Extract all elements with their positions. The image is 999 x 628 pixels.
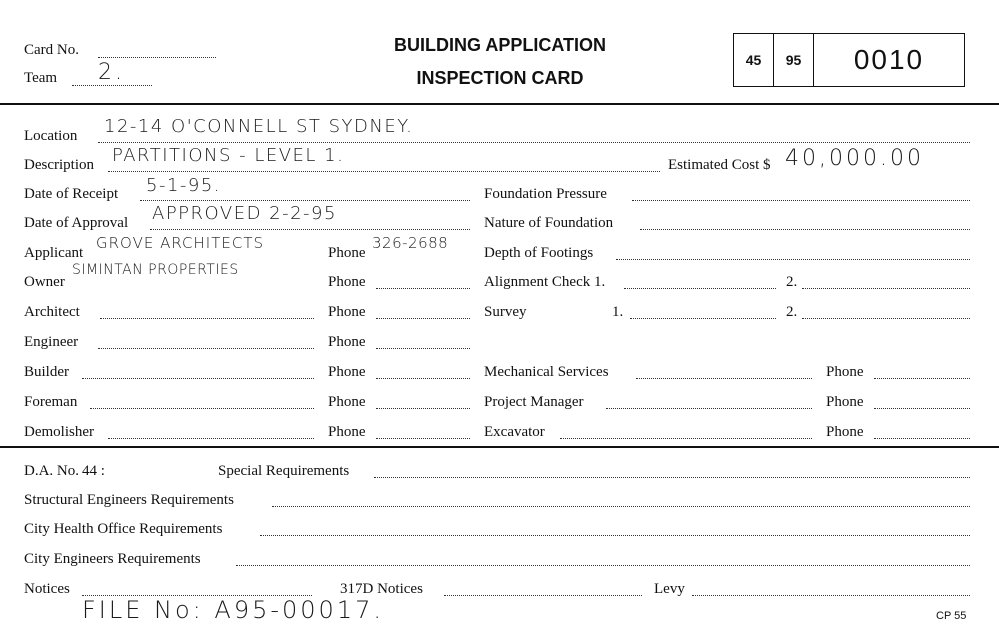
foreman-phone-label: Phone bbox=[328, 394, 366, 410]
city-engineers-label: City Engineers Requirements bbox=[24, 551, 201, 567]
engineer-line[interactable] bbox=[98, 348, 314, 349]
excavator-line[interactable] bbox=[560, 438, 812, 439]
receipt-label: Date of Receipt bbox=[24, 186, 119, 202]
owner-phone-line[interactable] bbox=[376, 288, 470, 289]
applicant-label: Applicant bbox=[24, 245, 84, 261]
mechanical-phone-label: Phone bbox=[826, 364, 864, 380]
depth-footings-line[interactable] bbox=[616, 259, 970, 260]
special-requirements-line[interactable] bbox=[374, 477, 970, 478]
demolisher-phone-label: Phone bbox=[328, 424, 366, 440]
alignment-2-label: 2. bbox=[786, 274, 798, 290]
survey-1-label: 1. bbox=[612, 304, 624, 320]
alignment-label: Alignment Check 1. bbox=[484, 274, 606, 290]
structural-line[interactable] bbox=[272, 506, 970, 507]
health-office-line[interactable] bbox=[260, 535, 970, 536]
description-value: PARTITIONS - LEVEL 1. bbox=[112, 145, 345, 166]
architect-phone-line[interactable] bbox=[376, 318, 470, 319]
description-line[interactable] bbox=[108, 171, 660, 172]
builder-phone-label: Phone bbox=[328, 364, 366, 380]
owner-phone-label: Phone bbox=[328, 274, 366, 290]
applicant-value: GROVE ARCHITECTS bbox=[96, 234, 265, 252]
nature-foundation-line[interactable] bbox=[640, 229, 970, 230]
demolisher-label: Demolisher bbox=[24, 424, 94, 440]
engineer-phone-line[interactable] bbox=[376, 348, 470, 349]
notices-label: Notices bbox=[24, 581, 70, 597]
mechanical-phone-line[interactable] bbox=[874, 378, 970, 379]
notices-317d-label: 317D Notices bbox=[340, 581, 423, 597]
approval-line[interactable] bbox=[150, 229, 470, 230]
da-no-value: 44 : bbox=[82, 463, 105, 479]
builder-phone-line[interactable] bbox=[376, 378, 470, 379]
receipt-line[interactable] bbox=[140, 200, 470, 201]
location-label: Location bbox=[24, 128, 78, 144]
notices-317d-line[interactable] bbox=[444, 595, 642, 596]
location-line[interactable] bbox=[98, 142, 970, 143]
mechanical-line[interactable] bbox=[636, 378, 812, 379]
form-code: CP 55 bbox=[936, 610, 967, 622]
project-manager-label: Project Manager bbox=[484, 394, 584, 410]
city-engineers-line[interactable] bbox=[236, 565, 970, 566]
applicant-phone-label: Phone bbox=[328, 245, 366, 261]
title-line2: INSPECTION CARD bbox=[416, 68, 584, 88]
mechanical-label: Mechanical Services bbox=[484, 364, 609, 380]
location-value: 12-14 O'CONNELL ST SYDNEY. bbox=[104, 116, 414, 137]
survey-2-line[interactable] bbox=[802, 318, 970, 319]
owner-label: Owner bbox=[24, 274, 65, 290]
team-label: Team bbox=[24, 70, 58, 86]
description-label: Description bbox=[24, 157, 94, 173]
card-no-label: Card No. bbox=[24, 42, 79, 58]
alignment-2-line[interactable] bbox=[802, 288, 970, 289]
middle-divider bbox=[0, 446, 999, 448]
nature-foundation-label: Nature of Foundation bbox=[484, 215, 614, 231]
foreman-line[interactable] bbox=[90, 408, 314, 409]
box-card-number: 0010 bbox=[853, 44, 925, 75]
engineer-label: Engineer bbox=[24, 334, 79, 350]
builder-label: Builder bbox=[24, 364, 69, 380]
excavator-label: Excavator bbox=[484, 424, 545, 440]
card-number-box bbox=[733, 33, 965, 87]
special-requirements-label: Special Requirements bbox=[218, 463, 350, 479]
box-cell-95: 95 bbox=[774, 34, 814, 86]
project-manager-phone-label: Phone bbox=[826, 394, 864, 410]
foundation-pressure-label: Foundation Pressure bbox=[484, 186, 607, 202]
owner-value: SIMINTAN PROPERTIES bbox=[72, 262, 239, 278]
title-line1: BUILDING APPLICATION bbox=[394, 35, 606, 55]
alignment-1-line[interactable] bbox=[624, 288, 776, 289]
excavator-phone-label: Phone bbox=[826, 424, 864, 440]
builder-line[interactable] bbox=[82, 378, 314, 379]
header-divider bbox=[0, 103, 999, 105]
box-cell-45: 45 bbox=[734, 34, 774, 86]
applicant-phone-value: 326-2688 bbox=[372, 234, 449, 252]
approval-value: APPROVED 2-2-95 bbox=[152, 203, 337, 224]
file-number: FILE No: A95-00017. bbox=[82, 596, 384, 624]
project-manager-line[interactable] bbox=[606, 408, 812, 409]
project-manager-phone-line[interactable] bbox=[874, 408, 970, 409]
approval-label: Date of Approval bbox=[24, 215, 129, 231]
team-line[interactable] bbox=[72, 85, 152, 86]
foreman-label: Foreman bbox=[24, 394, 78, 410]
structural-label: Structural Engineers Requirements bbox=[24, 492, 234, 508]
levy-label: Levy bbox=[654, 581, 685, 597]
demolisher-line[interactable] bbox=[108, 438, 314, 439]
levy-line[interactable] bbox=[692, 595, 970, 596]
card-no-line[interactable] bbox=[98, 57, 216, 58]
team-value: 2. bbox=[98, 60, 125, 85]
foundation-pressure-line[interactable] bbox=[632, 200, 970, 201]
depth-footings-label: Depth of Footings bbox=[484, 245, 594, 261]
demolisher-phone-line[interactable] bbox=[376, 438, 470, 439]
architect-line[interactable] bbox=[100, 318, 314, 319]
health-office-label: City Health Office Requirements bbox=[24, 521, 223, 537]
foreman-phone-line[interactable] bbox=[376, 408, 470, 409]
engineer-phone-label: Phone bbox=[328, 334, 366, 350]
architect-label: Architect bbox=[24, 304, 80, 320]
survey-2-label: 2. bbox=[786, 304, 798, 320]
receipt-value: 5-1-95. bbox=[146, 175, 222, 196]
architect-phone-label: Phone bbox=[328, 304, 366, 320]
survey-label: Survey bbox=[484, 304, 527, 320]
excavator-phone-line[interactable] bbox=[874, 438, 970, 439]
estimated-cost-label: Estimated Cost $ bbox=[668, 157, 771, 173]
survey-1-line[interactable] bbox=[630, 318, 776, 319]
estimated-cost-value: 40,000.00 bbox=[785, 146, 924, 171]
da-no-label: D.A. No. bbox=[24, 463, 79, 479]
